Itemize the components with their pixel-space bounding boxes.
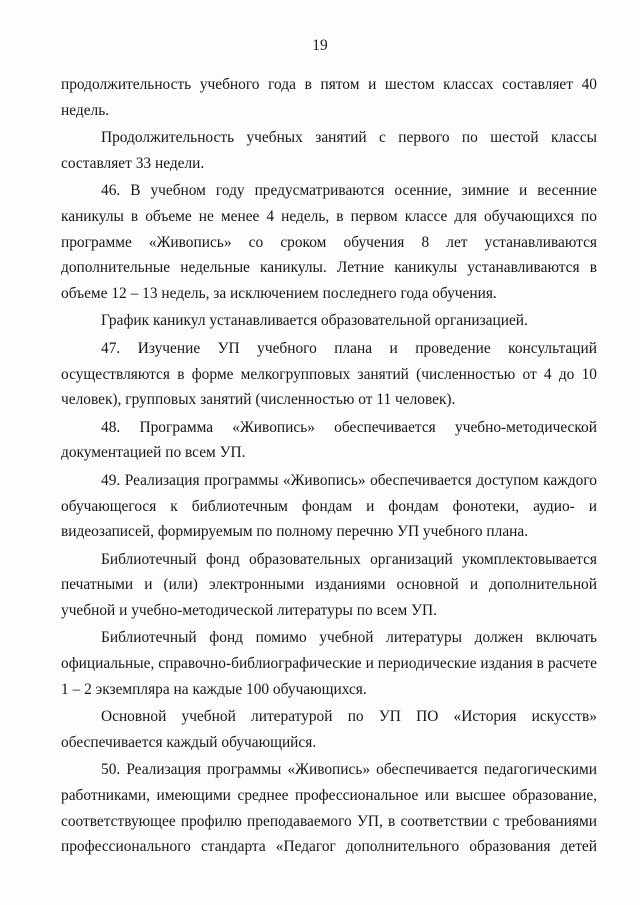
document-body bbox=[61, 72, 597, 860]
paragraph-48-program: 48. Программа «Живопись» обеспечивается учебно-методической документацией по всем УП. bbox=[61, 418, 597, 462]
paragraph-study-duration: Продолжительность учебных занятий с первого по шестой классы составляет 33 недели. bbox=[61, 129, 597, 172]
paragraph-main-literature: Основной учебной литературой по УП ПО «История искусств» обеспечивается каждый обучающийся. bbox=[61, 708, 597, 751]
paragraph-49-access: 49. Реализация программы «Живопись» обеспечивается доступом каждого обучающегося к библиотечным фондам и фондам фонотеки, аудио- и видеозаписей, формируемым по полному перечню УП учебного плана. bbox=[61, 471, 597, 541]
page-number: 19 bbox=[312, 37, 328, 54]
paragraph-library-fund-extra: Библиотечный фонд помимо учебной литературы должен включать официальные, справочно-библиографические и периодические издания в расчете 1 – 2 экземпляра на каждые 100 обучающихся. bbox=[61, 629, 597, 698]
paragraph-holiday-schedule: График каникул устанавливается образовательной организацией. bbox=[101, 312, 528, 330]
paragraph-library-fund: Библиотечный фонд образовательных организаций укомплектовывается печатными и (или) электронными изданиями основной и дополнительной учебной и учебно-методической литературы по всем УП. bbox=[61, 550, 597, 619]
paragraph-46-holidays: 46. В учебном году предусматриваются осенние, зимние и весенние каникулы в объеме не менее 4 недель, в первом классе для обучающихся по программе «Живопись» со сроком обучения 8 лет устанавливаются дополнительные недельные каникулы. Летние каникулы устанавливаются в объеме 12 – 13 недель, за исключением последнего года обучения. bbox=[61, 182, 597, 302]
paragraph-47-study: 47. Изучение УП учебного плана и проведение консультаций осуществляются в форме мелкогрупповых занятий (численностью от 4 до 10 человек), групповых занятий (численностью от 11 человек). bbox=[61, 339, 597, 409]
paragraph-continuation: продолжительность учебного года в пятом и шестом классах составляет 40 недель. bbox=[61, 76, 597, 119]
paragraph-50-staff: 50. Реализация программы «Живопись» обеспечивается педагогическими работниками, имеющими среднее профессиональное или высшее образование, соответствующее профилю преподаваемого УП, в соответствии с требованиями профессионального стандарта «Педагог дополнительного образования детей bbox=[61, 761, 597, 856]
